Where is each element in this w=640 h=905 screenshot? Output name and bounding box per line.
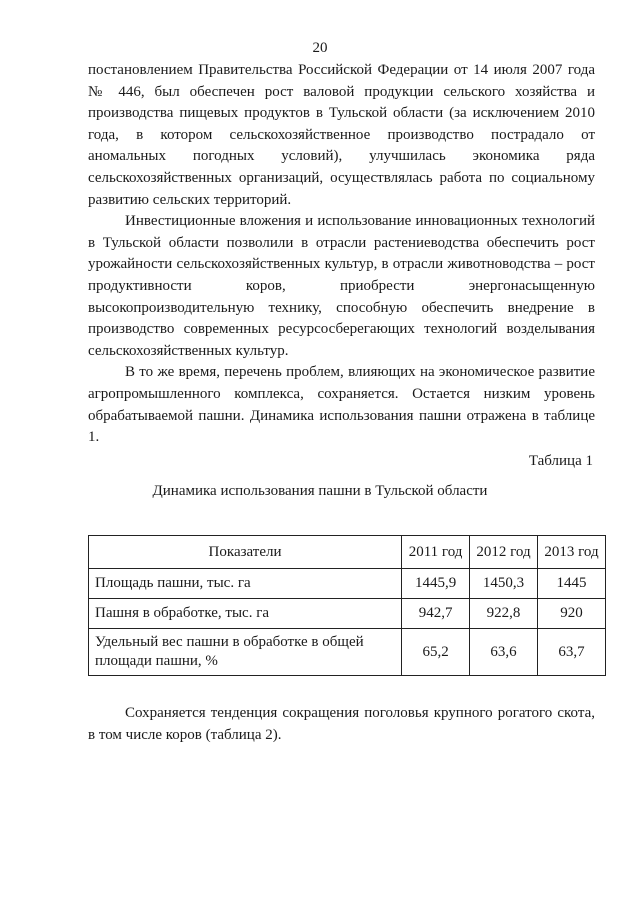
paragraph-2: Инвестиционные вложения и использование инновационных технологий в Тульской области позволили в отрасли растениеводства обеспечить рост урожайности сельскохозяйственных культур, в отрасли животноводства – рост продуктивности коров, приобрести энергонасыщенную высокопроизводительную технику, способную обеспечить внедрение в производство современных ресурсосберегающих технологий возделывания сельскохозяйственных культур. [88, 213, 595, 359]
cell-value: 1445,9 [402, 569, 470, 599]
page-number: 20 [312, 40, 328, 56]
cell-value: 920 [538, 599, 606, 629]
cell-value: 1450,3 [470, 569, 538, 599]
cell-value: 65,2 [402, 629, 470, 676]
cell-value: 1445 [538, 569, 606, 599]
row-label: Пашня в обработке, тыс. га [89, 599, 402, 629]
table-row [89, 569, 606, 599]
table-row [89, 629, 606, 676]
paragraph-3: В то же время, перечень проблем, влияющих на экономическое развитие агропромышленного комплекса, сохраняется. Остается низким уровень обрабатываемой пашни. Динамика использования пашни отражена в таблице 1. [88, 364, 595, 446]
header-2013: 2013 год [538, 536, 606, 569]
table-row [89, 599, 606, 629]
cell-value: 942,7 [402, 599, 470, 629]
header-2011: 2011 год [402, 536, 470, 569]
table-title: Динамика использования пашни в Тульской области [152, 483, 488, 499]
data-table [88, 535, 606, 676]
row-label: Удельный вес пашни в обработке в общей площади пашни, % [89, 629, 402, 676]
table-header-row [89, 536, 606, 569]
header-indicator: Показатели [89, 536, 402, 569]
paragraph-1: постановлением Правительства Российской Федерации от 14 июля 2007 года № 446, был обеспечен рост валовой продукции сельского хозяйства и производства пищевых продуктов в Тульской области (за исключением 2010 года, в котором сельскохозяйственное производство пострадало от аномальных погодных условий), улучшилась экономика ряда сельскохозяйственных организаций, осуществлялась работа по социальному развитию сельских территорий. [88, 62, 595, 208]
closing-paragraph [88, 703, 595, 746]
header-2012: 2012 год [470, 536, 538, 569]
row-label: Площадь пашни, тыс. га [89, 569, 402, 599]
paragraph-4: Сохраняется тенденция сокращения поголовья крупного рогатого скота, в том числе коров (таблица 2). [88, 705, 595, 743]
table-label: Таблица 1 [528, 453, 593, 469]
cell-value: 63,6 [470, 629, 538, 676]
body-text [88, 60, 595, 449]
cell-value: 922,8 [470, 599, 538, 629]
cell-value: 63,7 [538, 629, 606, 676]
